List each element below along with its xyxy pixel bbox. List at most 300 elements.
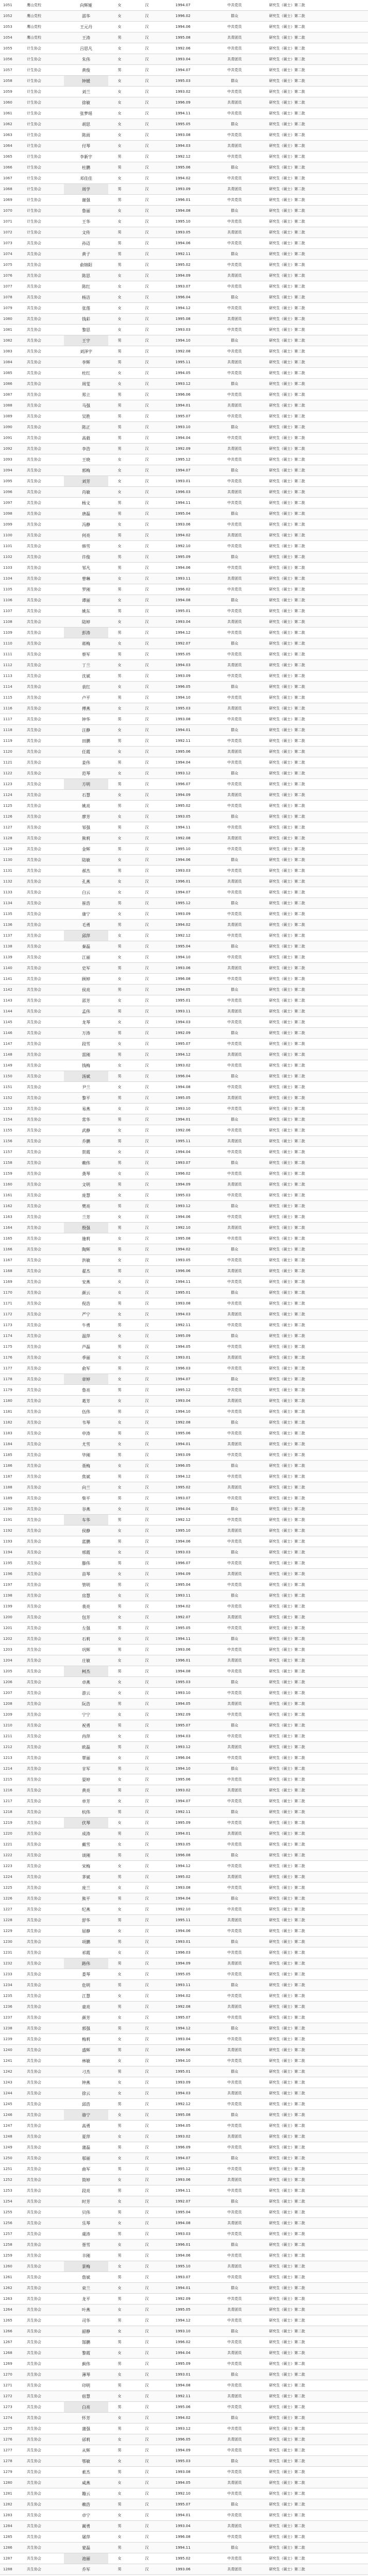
- person-name-cell: 洪敏: [82, 1258, 90, 1263]
- gender-cell: 女: [118, 2037, 122, 2041]
- gender-cell: 女: [118, 1312, 122, 1316]
- person-name-cell: 何亮: [82, 533, 90, 538]
- birth-date-cell: 1995.01: [175, 1291, 191, 1295]
- ethnicity-cell: 汉: [145, 2405, 149, 2409]
- table-row: [0, 454, 368, 465]
- unit-name-cell: 共生协会: [27, 1864, 41, 1868]
- person-name-cell: 任霞: [82, 750, 90, 754]
- education-batch-cell: 研究生（硕士）第二批: [269, 2470, 305, 2474]
- ethnicity-cell: 汉: [145, 2297, 149, 2301]
- person-name-cell: 翟杰: [82, 1269, 90, 1274]
- person-name-cell: 韦琴: [82, 1420, 90, 1425]
- row-number-cell: 1094: [3, 468, 12, 472]
- ethnicity-cell: 汉: [145, 977, 149, 981]
- table-row: [0, 119, 368, 130]
- row-number-cell: 1082: [3, 338, 12, 343]
- row-number-cell: 1111: [3, 652, 12, 656]
- political-status-cell: 中共党员: [227, 1539, 242, 1544]
- table-row: [0, 0, 368, 11]
- person-name-cell: 虞涛: [82, 2232, 90, 2236]
- gender-cell: 男: [118, 1301, 122, 1306]
- political-status-cell: 中共党员: [227, 436, 242, 440]
- person-name-cell: 刘芳: [64, 476, 108, 486]
- table-row: [0, 1093, 368, 1104]
- gender-cell: 女: [118, 1258, 122, 1262]
- education-batch-cell: 研究生（硕士）第二批: [269, 1053, 305, 1057]
- table-row: [0, 1536, 368, 1547]
- person-name-cell: 杜红: [82, 371, 90, 376]
- row-number-cell: 1239: [3, 2037, 12, 2041]
- row-number-cell: 1146: [3, 1031, 12, 1035]
- education-batch-cell: 研究生（硕士）第二批: [269, 1366, 305, 1370]
- table-row: [0, 1850, 368, 1861]
- education-batch-cell: 研究生（硕士）第二批: [269, 338, 305, 343]
- unit-name-cell: 共生协会: [27, 414, 41, 418]
- row-number-cell: 1260: [3, 2264, 12, 2268]
- person-name-cell: 毕刚: [82, 1453, 90, 1458]
- education-batch-cell: 研究生（硕士）第二批: [269, 1355, 305, 1360]
- ethnicity-cell: 汉: [145, 1215, 149, 1219]
- unit-name-cell: 共生协会: [27, 663, 41, 667]
- person-name-cell: 蔺勇: [82, 2524, 90, 2529]
- row-number-cell: 1091: [3, 436, 12, 440]
- unit-name-cell: 计生协会: [27, 111, 41, 115]
- political-status-cell: 中共党员: [227, 2124, 242, 2128]
- education-batch-cell: 研究生（硕士）第二批: [269, 966, 305, 970]
- gender-cell: 男: [118, 1323, 122, 1327]
- political-status-cell: 中共党员: [227, 2448, 242, 2452]
- table-row: [0, 1645, 368, 1655]
- birth-date-cell: 1993.12: [175, 1204, 191, 1208]
- ethnicity-cell: 汉: [145, 631, 149, 635]
- row-number-cell: 1206: [3, 1680, 12, 1684]
- political-status-cell: 中共党员: [227, 284, 242, 289]
- person-name-cell: 韩雪: [82, 544, 90, 549]
- row-number-cell: 1083: [3, 349, 12, 353]
- unit-name-cell: 共生协会: [27, 1810, 41, 1814]
- gender-cell: 女: [118, 728, 122, 732]
- ethnicity-cell: 汉: [145, 1334, 149, 1338]
- row-number-cell: 1245: [3, 2102, 12, 2106]
- table-row: [0, 963, 368, 974]
- gender-cell: 男: [118, 2546, 122, 2550]
- person-name-cell: 胡思: [82, 122, 90, 127]
- ethnicity-cell: 汉: [145, 1128, 149, 1132]
- birth-date-cell: 1995.07: [175, 1723, 191, 1727]
- table-row: [0, 1699, 368, 1709]
- birth-date-cell: 1993.10: [175, 425, 191, 429]
- row-number-cell: 1051: [3, 3, 12, 7]
- ethnicity-cell: 汉: [145, 1669, 149, 1673]
- table-row: [0, 1082, 368, 1093]
- gender-cell: 男: [118, 1745, 122, 1749]
- person-name-cell: 姚亮: [82, 804, 90, 808]
- ethnicity-cell: 汉: [145, 349, 149, 353]
- person-name-cell: 孟伟: [82, 1009, 90, 1014]
- birth-date-cell: 1995.02: [175, 1875, 191, 1879]
- table-row: [0, 1287, 368, 1298]
- education-batch-cell: 研究生（硕士）第二批: [269, 2427, 305, 2431]
- ethnicity-cell: 汉: [145, 2470, 149, 2474]
- row-number-cell: 1257: [3, 2232, 12, 2236]
- person-name-cell: 王涛: [82, 36, 90, 40]
- person-name-cell: 张梦瑶: [80, 111, 92, 116]
- ethnicity-cell: 汉: [145, 739, 149, 743]
- birth-date-cell: 1994.01: [175, 728, 191, 732]
- education-batch-cell: 研究生（硕士）第二批: [269, 3, 305, 7]
- ethnicity-cell: 汉: [145, 804, 149, 808]
- gender-cell: 女: [118, 490, 122, 494]
- gender-cell: 女: [118, 1355, 122, 1360]
- gender-cell: 女: [118, 328, 122, 332]
- education-batch-cell: 研究生（硕士）第二批: [269, 2318, 305, 2323]
- row-number-cell: 1278: [3, 2459, 12, 2463]
- ethnicity-cell: 汉: [145, 2210, 149, 2214]
- unit-name-cell: 共生协会: [27, 1507, 41, 1511]
- unit-name-cell: 共生协会: [27, 2524, 41, 2528]
- ethnicity-cell: 汉: [145, 36, 149, 40]
- ethnicity-cell: 汉: [145, 490, 149, 494]
- table-row: [0, 941, 368, 952]
- gender-cell: 女: [118, 111, 122, 115]
- unit-name-cell: 共生协会: [27, 360, 41, 364]
- gender-cell: 女: [118, 2372, 122, 2377]
- row-number-cell: 1057: [3, 68, 12, 72]
- table-row: [0, 2510, 368, 2521]
- unit-name-cell: 共生协会: [27, 2124, 41, 2128]
- ethnicity-cell: 汉: [145, 2286, 149, 2290]
- person-name-cell: 房慧: [82, 1594, 90, 1598]
- unit-name-cell: 共生协会: [27, 1788, 41, 1792]
- birth-date-cell: 1994.03: [175, 2091, 191, 2095]
- gender-cell: 女: [118, 2459, 122, 2463]
- birth-date-cell: 1995.07: [175, 1042, 191, 1046]
- political-status-cell: 共青团员: [227, 1875, 242, 1879]
- person-name-cell: 万涛: [82, 1031, 90, 1036]
- ethnicity-cell: 汉: [145, 2394, 149, 2398]
- political-status-cell: 共青团员: [227, 2134, 242, 2139]
- political-status-cell: 共青团员: [227, 36, 242, 40]
- gender-cell: 女: [118, 295, 122, 299]
- row-number-cell: 1185: [3, 1453, 12, 1457]
- row-number-cell: 1061: [3, 111, 12, 115]
- gender-cell: 女: [118, 2513, 122, 2517]
- unit-name-cell: 共生协会: [27, 1420, 41, 1425]
- education-batch-cell: 研究生（硕士）第二批: [269, 317, 305, 321]
- gender-cell: 女: [118, 598, 122, 602]
- education-batch-cell: 研究生（硕士）第二批: [269, 274, 305, 278]
- table-row: [0, 2012, 368, 2023]
- birth-date-cell: 1994.10: [175, 338, 191, 343]
- unit-name-cell: 共生协会: [27, 2221, 41, 2225]
- row-number-cell: 1168: [3, 1269, 12, 1273]
- gender-cell: 女: [118, 2091, 122, 2095]
- ethnicity-cell: 汉: [145, 274, 149, 278]
- birth-date-cell: 1995.10: [175, 2264, 191, 2268]
- row-number-cell: 1140: [3, 966, 12, 970]
- gender-cell: 男: [118, 1918, 122, 1922]
- unit-name-cell: 共生协会: [27, 2394, 41, 2398]
- birth-date-cell: 1994.01: [175, 1117, 191, 1122]
- person-name-cell: 孔燕: [82, 879, 90, 884]
- row-number-cell: 1214: [3, 1767, 12, 1771]
- unit-name-cell: 计生协会: [27, 46, 41, 50]
- table-row: [0, 563, 368, 573]
- unit-name-cell: 共生协会: [27, 825, 41, 829]
- political-status-cell: 中共党员: [227, 652, 242, 656]
- political-status-cell: 群众: [231, 2502, 238, 2506]
- ethnicity-cell: 汉: [145, 966, 149, 970]
- table-row: [0, 1590, 368, 1601]
- unit-name-cell: 共生协会: [27, 1247, 41, 1251]
- ethnicity-cell: 汉: [145, 1550, 149, 1554]
- birth-date-cell: 1996.08: [175, 2535, 191, 2539]
- ethnicity-cell: 汉: [145, 2178, 149, 2182]
- person-name-cell: 赖伟: [82, 1161, 90, 1165]
- unit-name-cell: 共生协会: [27, 977, 41, 981]
- person-name-cell: 舒华: [82, 1918, 90, 1923]
- birth-date-cell: 1994.02: [175, 1604, 191, 1608]
- row-number-cell: 1232: [3, 1961, 12, 1965]
- birth-date-cell: 1994.12: [175, 1475, 191, 1479]
- person-name-cell: 梅莉: [82, 2037, 90, 2042]
- birth-date-cell: 1994.06: [175, 1539, 191, 1544]
- table-row: [0, 606, 368, 617]
- table-row: [0, 2304, 368, 2315]
- political-status-cell: 中共党员: [227, 782, 242, 786]
- birth-date-cell: 1996.06: [175, 393, 191, 397]
- table-row: [0, 1753, 368, 1764]
- row-number-cell: 1127: [3, 825, 12, 829]
- political-status-cell: 群众: [231, 14, 238, 18]
- gender-cell: 男: [118, 1961, 122, 1965]
- row-number-cell: 1058: [3, 79, 12, 83]
- political-status-cell: 共青团员: [227, 2221, 242, 2225]
- birth-date-cell: 1995.02: [175, 804, 191, 808]
- political-status-cell: 共青团员: [227, 706, 242, 710]
- row-number-cell: 1264: [3, 2308, 12, 2312]
- gender-cell: 女: [118, 2015, 122, 2020]
- unit-name-cell: 共生协会: [27, 577, 41, 581]
- table-row: [0, 487, 368, 498]
- political-status-cell: 中共党员: [227, 1626, 242, 1630]
- gender-cell: 男: [118, 901, 122, 905]
- gender-cell: 女: [118, 1236, 122, 1241]
- person-name-cell: 王宇: [64, 335, 108, 346]
- political-status-cell: 群众: [231, 1074, 238, 1078]
- gender-cell: 女: [118, 479, 122, 483]
- unit-name-cell: 共生协会: [27, 2178, 41, 2182]
- birth-date-cell: 1994.08: [175, 209, 191, 213]
- education-batch-cell: 研究生（硕士）第二批: [269, 1821, 305, 1825]
- person-name-cell: 庞兰: [82, 1886, 90, 1890]
- unit-name-cell: 共生协会: [27, 1031, 41, 1035]
- birth-date-cell: 1996.09: [175, 2145, 191, 2149]
- birth-date-cell: 1996.04: [175, 1074, 191, 1078]
- education-batch-cell: 研究生（硕士）第二批: [269, 1951, 305, 1955]
- education-batch-cell: 研究生（硕士）第二批: [269, 36, 305, 40]
- gender-cell: 女: [118, 457, 122, 462]
- birth-date-cell: 1994.04: [175, 436, 191, 440]
- table-row: [0, 1547, 368, 1558]
- gender-cell: 男: [118, 2070, 122, 2074]
- row-number-cell: 1178: [3, 1377, 12, 1381]
- gender-cell: 女: [118, 176, 122, 180]
- unit-name-cell: 共生协会: [27, 2005, 41, 2009]
- gender-cell: 男: [118, 2470, 122, 2474]
- gender-cell: 男: [118, 155, 122, 159]
- table-row: [0, 1049, 368, 1060]
- education-batch-cell: 研究生（硕士）第二批: [269, 1042, 305, 1046]
- unit-name-cell: 共生协会: [27, 468, 41, 472]
- education-batch-cell: 研究生（硕士）第二批: [269, 2232, 305, 2236]
- table-row: [0, 335, 368, 346]
- table-row: [0, 2467, 368, 2478]
- birth-date-cell: 1993.01: [175, 2372, 191, 2377]
- unit-name-cell: 鹰山党校: [27, 36, 41, 40]
- birth-date-cell: 1995.12: [175, 457, 191, 462]
- political-status-cell: 群众: [231, 2372, 238, 2377]
- row-number-cell: 1165: [3, 1236, 12, 1241]
- unit-name-cell: 共生协会: [27, 2156, 41, 2160]
- row-number-cell: 1089: [3, 414, 12, 418]
- gender-cell: 女: [118, 1680, 122, 1684]
- unit-name-cell: 共生协会: [27, 1777, 41, 1782]
- table-row: [0, 573, 368, 584]
- education-batch-cell: 研究生（硕士）第二批: [269, 2210, 305, 2214]
- row-number-cell: 1279: [3, 2470, 12, 2474]
- unit-name-cell: 共生协会: [27, 2513, 41, 2517]
- person-name-cell: 高毅: [82, 436, 90, 440]
- ethnicity-cell: 汉: [145, 1604, 149, 1608]
- gender-cell: 女: [118, 317, 122, 321]
- ethnicity-cell: 汉: [145, 2145, 149, 2149]
- ethnicity-cell: 汉: [145, 90, 149, 94]
- gender-cell: 男: [118, 1031, 122, 1035]
- ethnicity-cell: 汉: [145, 1172, 149, 1176]
- row-number-cell: 1192: [3, 1529, 12, 1533]
- table-row: [0, 130, 368, 141]
- person-name-cell: 陈雨: [82, 133, 90, 138]
- person-name-cell: 易燕: [82, 1107, 90, 1111]
- gender-cell: 男: [118, 1096, 122, 1100]
- gender-cell: 女: [118, 2243, 122, 2247]
- political-status-cell: 群众: [231, 944, 238, 948]
- education-batch-cell: 研究生（硕士）第二批: [269, 2524, 305, 2528]
- unit-name-cell: 共生协会: [27, 2308, 41, 2312]
- birth-date-cell: 1995.05: [175, 122, 191, 126]
- political-status-cell: 中共党员: [227, 68, 242, 72]
- political-status-cell: 中共党员: [227, 241, 242, 245]
- birth-date-cell: 1993.05: [175, 230, 191, 234]
- unit-name-cell: 共生协会: [27, 955, 41, 959]
- ethnicity-cell: 汉: [145, 674, 149, 678]
- person-name-cell: 鲁亮: [82, 1388, 90, 1393]
- table-row: [0, 2391, 368, 2402]
- gender-cell: 女: [118, 57, 122, 61]
- ethnicity-cell: 汉: [145, 2416, 149, 2420]
- education-batch-cell: 研究生（硕士）第二批: [269, 2340, 305, 2344]
- gender-cell: 女: [118, 2394, 122, 2398]
- table-row: [0, 617, 368, 628]
- education-batch-cell: 研究生（硕士）第二批: [269, 566, 305, 570]
- ethnicity-cell: 汉: [145, 760, 149, 765]
- person-name-cell: 骆宁: [64, 2110, 108, 2120]
- person-name-cell: 葛芳: [82, 1399, 90, 1403]
- unit-name-cell: 共生协会: [27, 1734, 41, 1738]
- row-number-cell: 1160: [3, 1182, 12, 1187]
- row-number-cell: 1126: [3, 815, 12, 819]
- person-name-cell: 黄俊: [82, 68, 90, 73]
- political-status-cell: 群众: [231, 1767, 238, 1771]
- gender-cell: 男: [118, 2448, 122, 2452]
- ethnicity-cell: 汉: [145, 1529, 149, 1533]
- row-number-cell: 1062: [3, 122, 12, 126]
- ethnicity-cell: 汉: [145, 2308, 149, 2312]
- person-name-cell: 戴雪: [82, 1842, 90, 1847]
- ethnicity-cell: 汉: [145, 1658, 149, 1663]
- education-batch-cell: 研究生（硕士）第二批: [269, 122, 305, 126]
- ethnicity-cell: 汉: [145, 782, 149, 786]
- row-number-cell: 1231: [3, 1951, 12, 1955]
- ethnicity-cell: 汉: [145, 2340, 149, 2344]
- row-number-cell: 1204: [3, 1658, 12, 1663]
- person-name-cell: 怀芳: [82, 2416, 90, 2420]
- table-row: [0, 736, 368, 747]
- row-number-cell: 1262: [3, 2286, 12, 2290]
- education-batch-cell: 研究生（硕士）第二批: [269, 1074, 305, 1078]
- table-row: [0, 779, 368, 790]
- ethnicity-cell: 汉: [145, 912, 149, 916]
- table-row: [0, 2099, 368, 2110]
- political-status-cell: 共青团员: [227, 1009, 242, 1013]
- gender-cell: 女: [118, 2556, 122, 2561]
- political-status-cell: 共青团员: [227, 966, 242, 970]
- person-name-cell: 乔鹏: [82, 1139, 90, 1144]
- unit-name-cell: 共生协会: [27, 1961, 41, 1965]
- education-batch-cell: 研究生（硕士）第二批: [269, 1561, 305, 1565]
- table-row: [0, 2434, 368, 2445]
- political-status-cell: 共青团员: [227, 2264, 242, 2268]
- political-status-cell: 群众: [231, 1853, 238, 1857]
- ethnicity-cell: 汉: [145, 706, 149, 710]
- table-row: [0, 2056, 368, 2066]
- political-status-cell: 中共党员: [227, 1172, 242, 1176]
- birth-date-cell: 1994.06: [175, 566, 191, 570]
- political-status-cell: 中共党员: [227, 2340, 242, 2344]
- person-name-cell: 谭丽: [82, 598, 90, 603]
- political-status-cell: 中共党员: [227, 825, 242, 829]
- education-batch-cell: 研究生（硕士）第二批: [269, 2243, 305, 2247]
- gender-cell: 男: [118, 2005, 122, 2009]
- education-batch-cell: 研究生（硕士）第二批: [269, 1226, 305, 1230]
- education-batch-cell: 研究生（硕士）第二批: [269, 1594, 305, 1598]
- birth-date-cell: 1995.04: [175, 512, 191, 516]
- birth-date-cell: 1994.02: [175, 2416, 191, 2420]
- gender-cell: 女: [118, 858, 122, 862]
- unit-name-cell: 共生协会: [27, 544, 41, 548]
- political-status-cell: 群众: [231, 1031, 238, 1035]
- education-batch-cell: 研究生（硕士）第二批: [269, 501, 305, 505]
- ethnicity-cell: 汉: [145, 468, 149, 472]
- unit-name-cell: 共生协会: [27, 436, 41, 440]
- table-row: [0, 444, 368, 454]
- unit-name-cell: 共生协会: [27, 901, 41, 905]
- table-row: [0, 498, 368, 509]
- gender-cell: 女: [118, 468, 122, 472]
- education-batch-cell: 研究生（硕士）第二批: [269, 1918, 305, 1922]
- unit-name-cell: 共生协会: [27, 2059, 41, 2063]
